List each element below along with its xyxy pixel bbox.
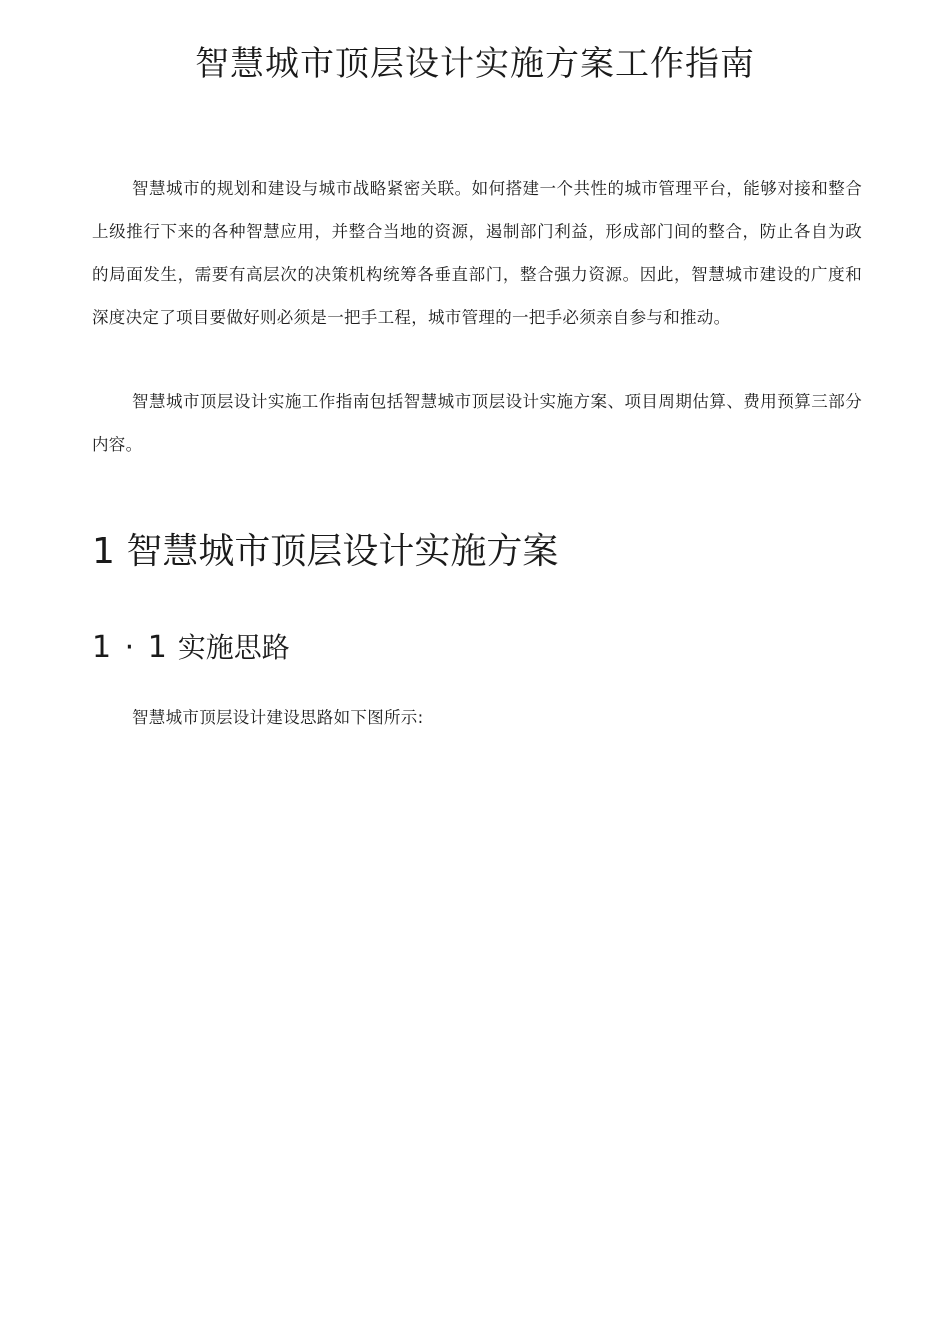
- section-1-1-paragraph: 智慧城市顶层设计建设思路如下图所示:: [132, 708, 424, 727]
- section-1-1-heading: [92, 626, 290, 670]
- section-1-1-number: 1 · 1: [92, 630, 169, 665]
- document-title: 智慧城市顶层设计实施方案工作指南: [195, 44, 755, 84]
- section-1-heading: 1 智慧城市顶层设计实施方案: [92, 531, 559, 572]
- intro-paragraph-1: 智慧城市的规划和建设与城市战略紧密关联。如何搭建一个共性的城市管理平台，能够对接和整合上级推行下来的各种智慧应用，并整合当地的资源，遏制部门利益，形成部门间的整合，防止各自为政的局面发生，需要有高层次的决策机构统筹各垂直部门，整合强力资源。因此，智慧城市建设的广度和深度决定了项目要做好则必须是一把手工程，城市管理的一把手必须亲自参与和推动。: [92, 179, 862, 327]
- section-1-1-title: 实施思路: [177, 631, 290, 664]
- intro-paragraph-2: 智慧城市顶层设计实施工作指南包括智慧城市顶层设计实施方案、项目周期估算、费用预算三部分内容。: [92, 392, 862, 454]
